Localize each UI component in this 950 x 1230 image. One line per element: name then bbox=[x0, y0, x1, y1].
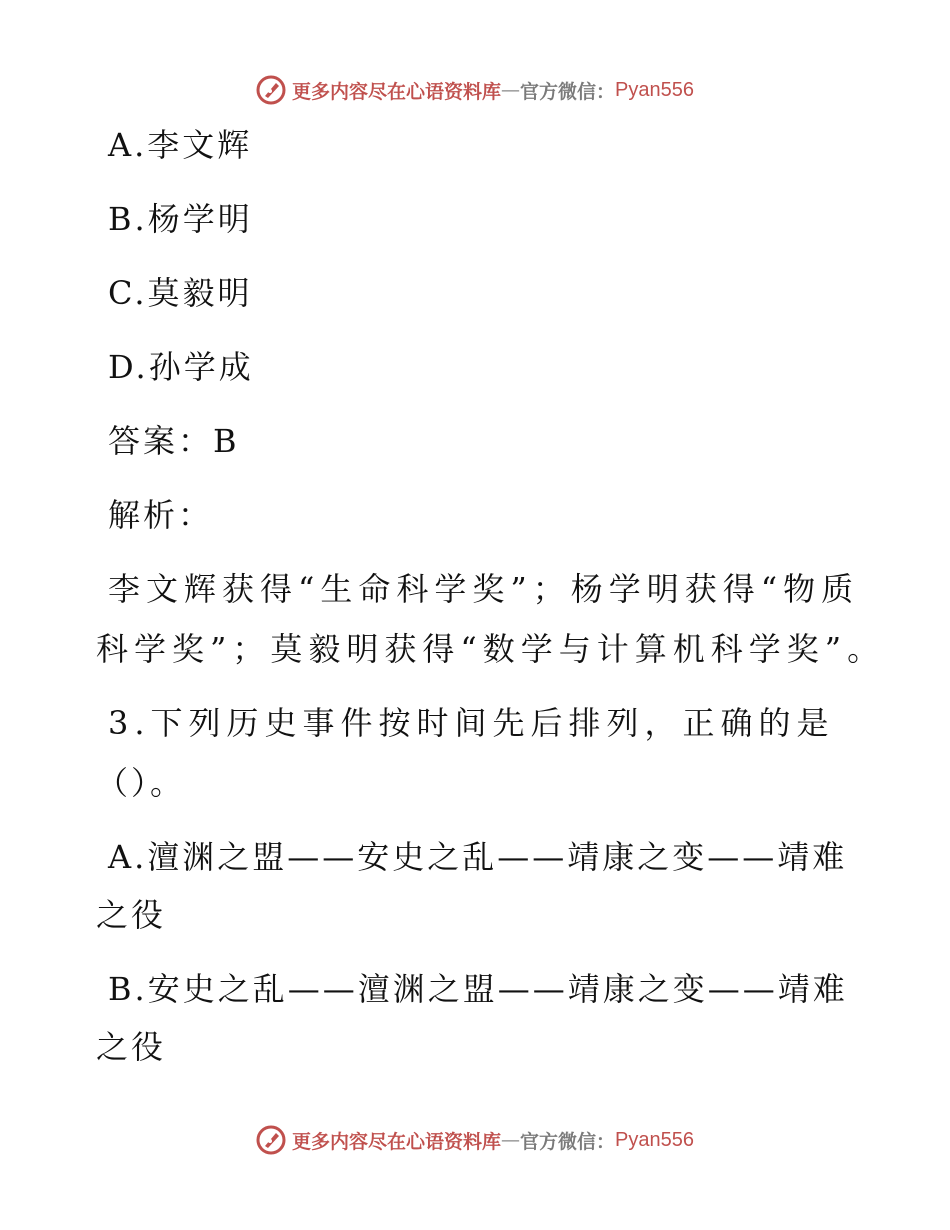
option-d-prev: D.孙学成 bbox=[108, 348, 254, 386]
question-3-option-a-line-1: A.澶渊之盟——安史之乱——靖康之变——靖难 bbox=[108, 838, 848, 876]
watermark-official-label: 官方微信： bbox=[520, 1130, 616, 1153]
footer-watermark bbox=[0, 1120, 950, 1160]
watermark-brand-text: 更多内容尽在心语资料库 bbox=[292, 80, 502, 103]
option-a-prev: A.李文辉 bbox=[108, 126, 253, 164]
question-3-stem-line-2: （）。 bbox=[96, 764, 186, 802]
header-watermark bbox=[0, 70, 950, 110]
analysis-line-1: 李文辉获得“生命科学奖”；杨学明获得“物质 bbox=[108, 570, 860, 608]
option-c-prev: C.莫毅明 bbox=[108, 274, 253, 312]
watermark-dash: — bbox=[501, 1129, 521, 1151]
question-3-option-b-line-1: B.安史之乱——澶渊之盟——靖康之变——靖难 bbox=[108, 970, 848, 1008]
question-3-stem-line-1: 3.下列历史事件按时间先后排列，正确的是 bbox=[108, 704, 835, 742]
analysis-heading: 解析： bbox=[108, 496, 214, 534]
option-b-prev: B.杨学明 bbox=[108, 200, 253, 238]
question-3-option-a-line-2: 之役 bbox=[96, 896, 167, 934]
analysis-line-2: 科学奖”；莫毅明获得“数学与计算机科学奖”。 bbox=[96, 630, 886, 668]
answer-line: 答案：B bbox=[108, 422, 240, 460]
watermark-account-id: Pyan556 bbox=[615, 78, 694, 101]
watermark-official-label: 官方微信： bbox=[520, 80, 616, 103]
watermark-dash: — bbox=[501, 79, 521, 101]
pen-nib-logo-icon bbox=[256, 75, 286, 105]
pen-nib-logo-icon bbox=[256, 1125, 286, 1155]
question-3-option-b-line-2: 之役 bbox=[96, 1028, 167, 1066]
watermark-brand-text: 更多内容尽在心语资料库 bbox=[292, 1130, 502, 1153]
watermark-account-id: Pyan556 bbox=[615, 1128, 694, 1151]
